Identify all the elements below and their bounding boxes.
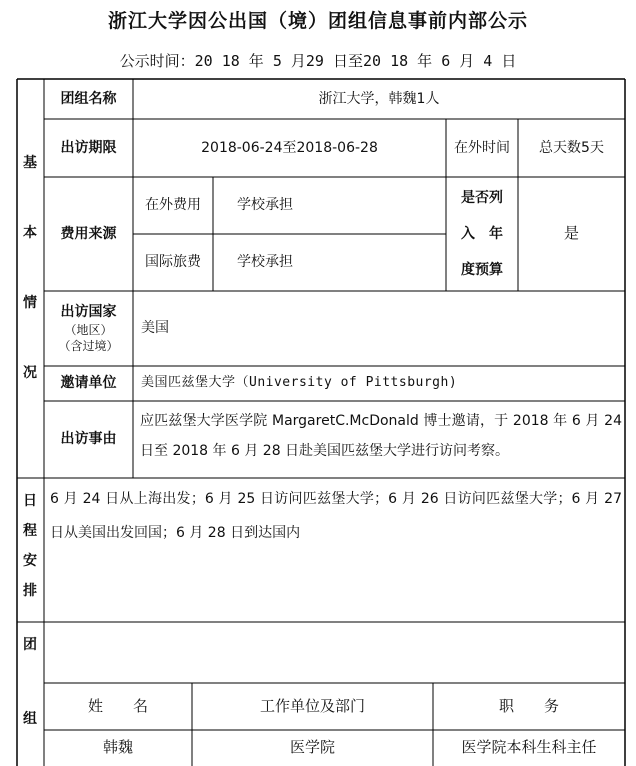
section-label-members: 团 组 (23, 637, 37, 727)
purpose-value: 应匹兹堡大学医学院 MargaretC.McDonald 博士邀请，于 2018 年 6 月 24 日至 2018 年 6 月 28 日赴美国匹兹堡大学进行访问考察。 (140, 413, 622, 459)
budget-label: 是否列 入 年 度预算 (461, 190, 503, 278)
period-label: 出访期限 (60, 139, 117, 156)
group-name-value: 浙江大学，韩魏1人 (318, 90, 440, 107)
document-title: 浙江大学因公出国（境）团组信息事前内部公示 (107, 10, 528, 32)
funding-label: 费用来源 (60, 225, 117, 242)
notice-period: 公示时间：20 18 年 5 月29 日至20 18 年 6 月 4 日 (119, 52, 517, 70)
table-row-name: 韩魏 (102, 738, 133, 757)
abroad-time-label: 在外时间 (454, 139, 510, 156)
inviter-value: 美国匹兹堡大学（University of Pittsburgh) (141, 375, 458, 391)
group-name-label: 团组名称 (60, 90, 117, 107)
travel-fee-label: 国际旅费 (145, 254, 201, 271)
members-header-unit: 工作单位及部门 (259, 696, 365, 715)
section-label-schedule: 日 程 安 排 (23, 493, 37, 599)
abroad-fee-value: 学校承担 (237, 197, 293, 214)
purpose-label: 出访事由 (60, 431, 117, 448)
members-header-title: 职 务 (498, 696, 559, 715)
abroad-time-value: 总天数5天 (539, 139, 604, 156)
country-value: 美国 (141, 320, 169, 337)
members-header-name: 姓 名 (87, 696, 148, 715)
table-row-unit: 医学院 (289, 738, 335, 757)
travel-fee-value: 学校承担 (237, 254, 293, 271)
table-row-title: 医学院本科生科主任 (461, 738, 597, 757)
budget-value: 是 (563, 224, 579, 243)
inviter-label: 邀请单位 (60, 375, 117, 392)
section-label-basic: 基 本 情 况 (23, 155, 37, 381)
period-value: 2018-06-24至2018-06-28 (201, 139, 378, 156)
country-label: 出访国家 （地区） （含过境） (58, 303, 119, 353)
schedule-text: 6 月 24 日从上海出发；6 月 25 日访问匹兹堡大学；6 月 26 日访问匹兹堡大学；6 月 27 日从美国出发回国；6 月 28 日到达国内 (50, 491, 622, 541)
abroad-fee-label: 在外费用 (145, 197, 201, 214)
